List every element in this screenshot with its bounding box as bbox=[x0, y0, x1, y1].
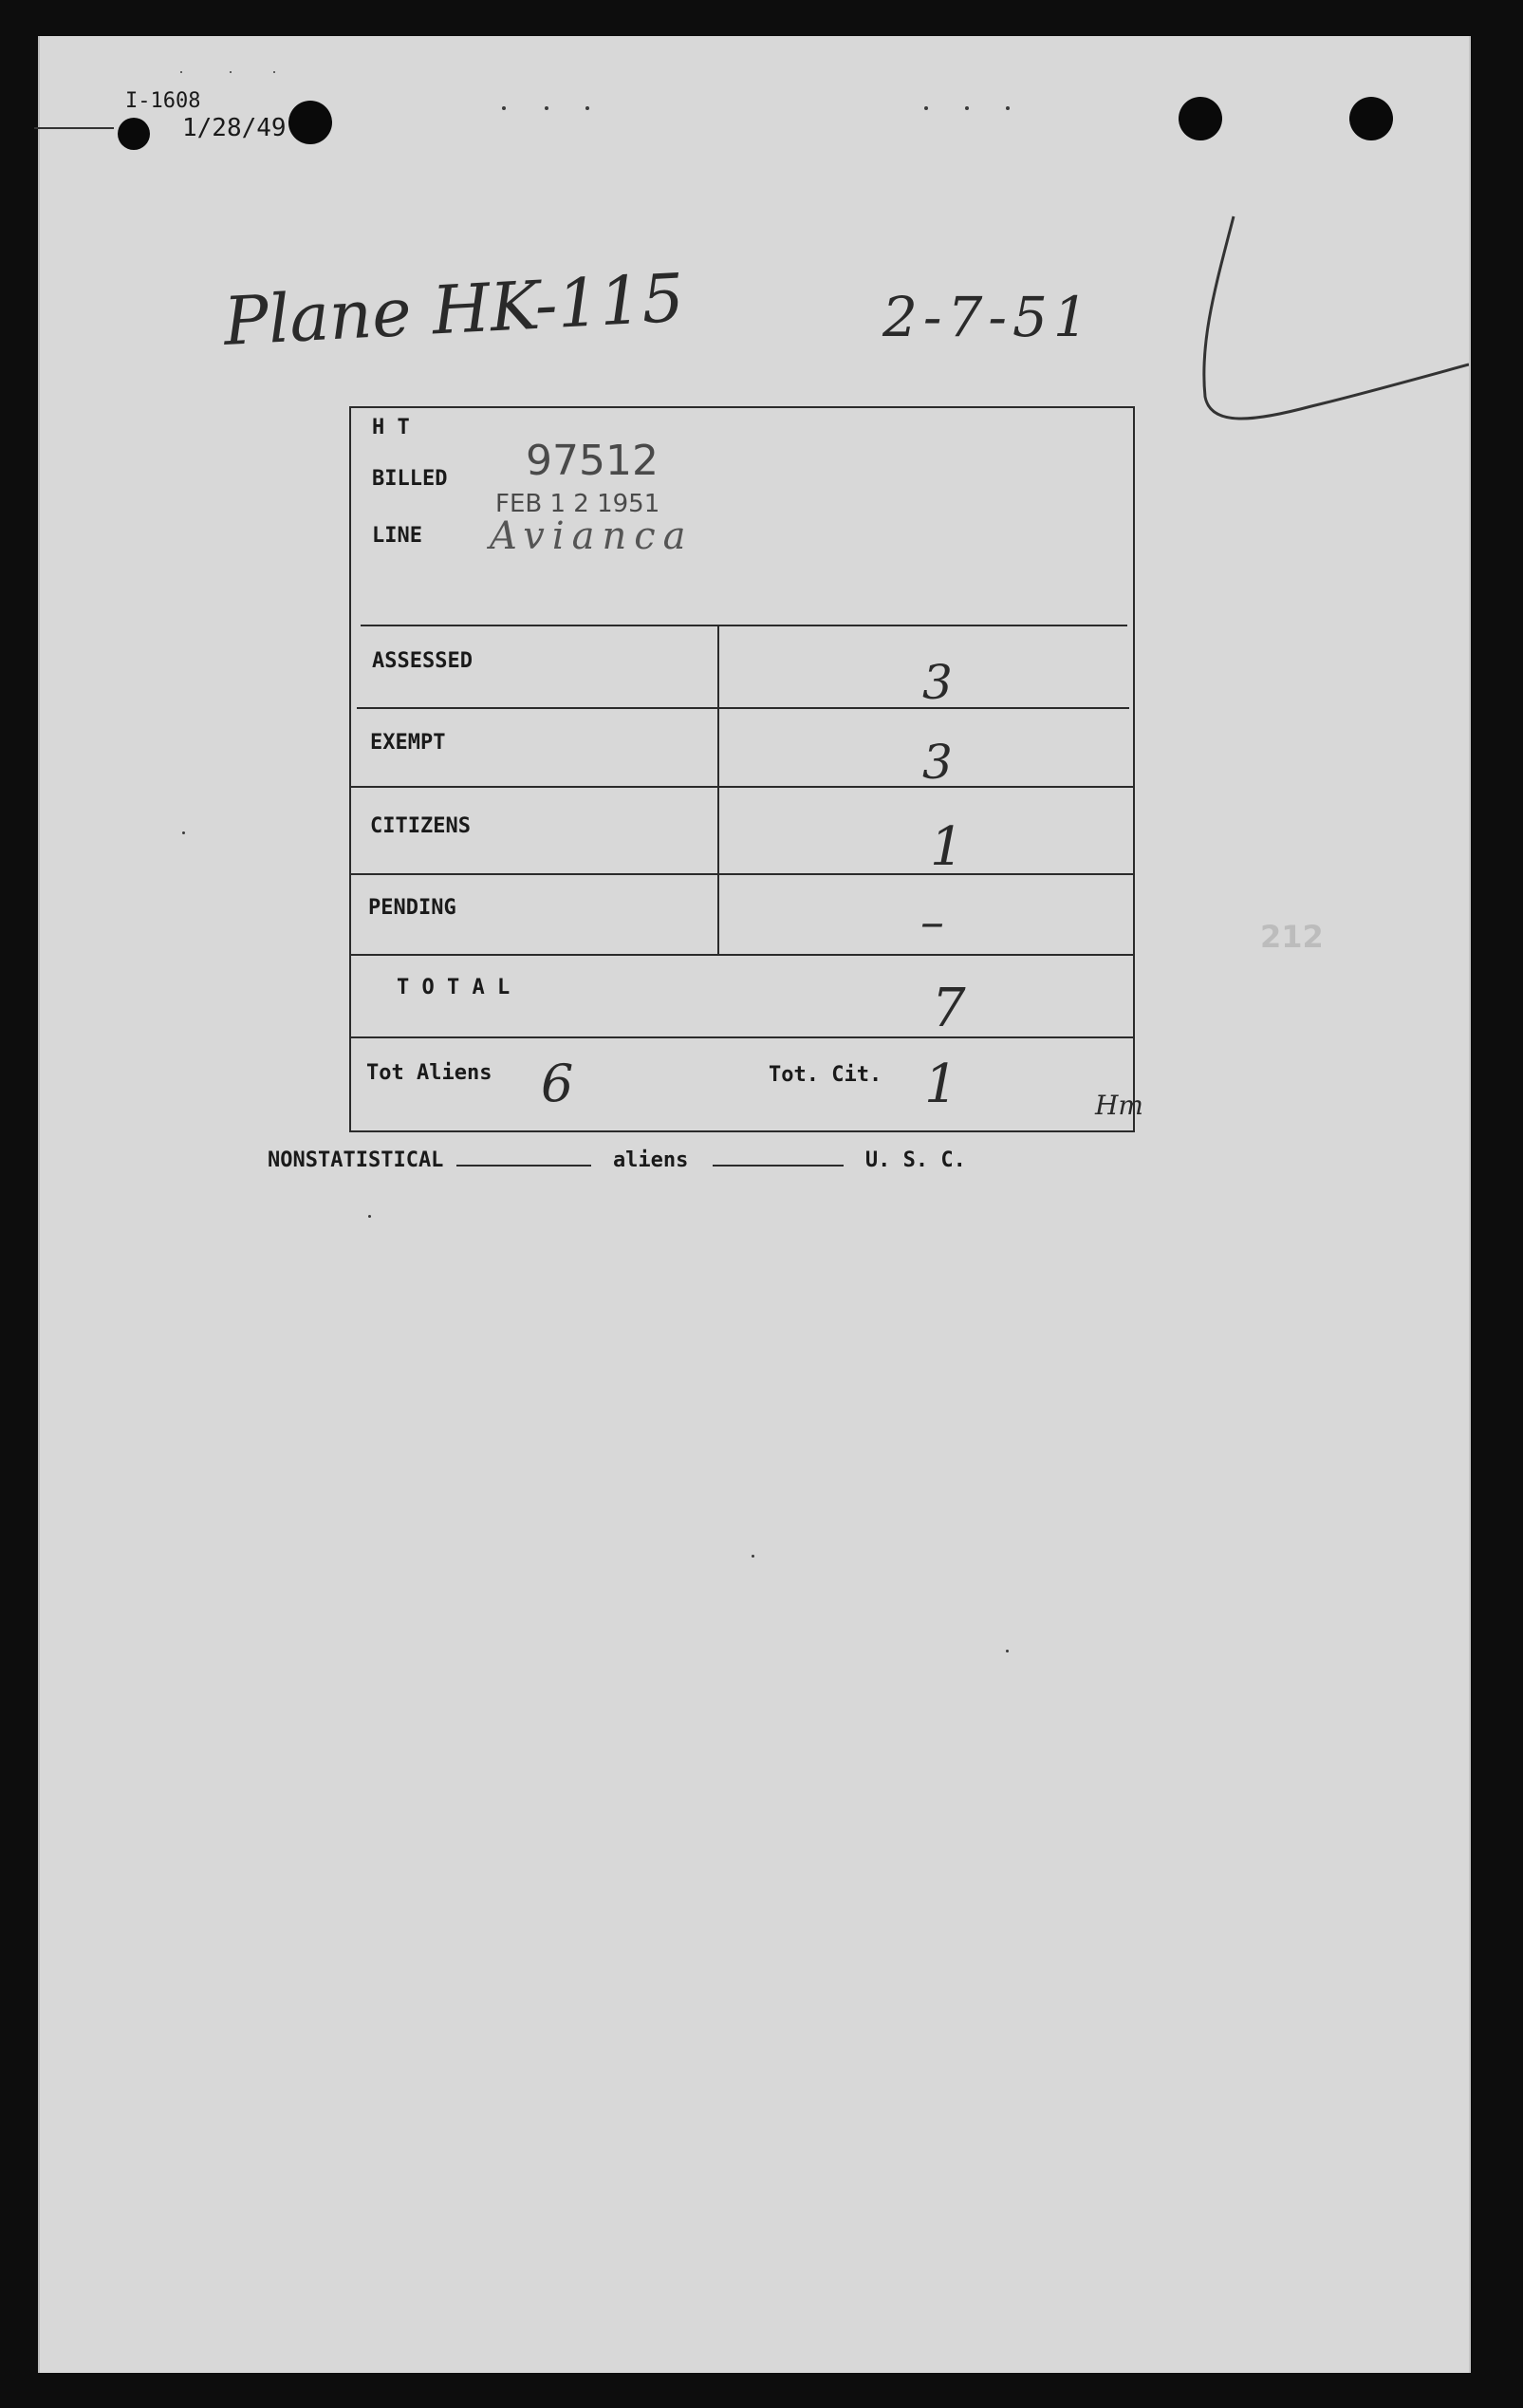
pending-label: PENDING bbox=[368, 896, 456, 920]
usc-blank bbox=[713, 1165, 844, 1167]
tot-cit-label: Tot. Cit. bbox=[769, 1063, 882, 1087]
dot-mark bbox=[924, 106, 928, 110]
assessed-label: ASSESSED bbox=[372, 649, 473, 673]
dot-mark bbox=[180, 71, 182, 73]
dot-mark bbox=[585, 106, 589, 110]
aliens-label: aliens bbox=[612, 1148, 689, 1172]
billing-stamp-date: FEB 1 2 1951 bbox=[495, 490, 660, 518]
form-date: 1/28/49 bbox=[182, 114, 287, 142]
rule bbox=[351, 1036, 1133, 1038]
tot-cit-value: 1 bbox=[924, 1054, 958, 1115]
punch-hole bbox=[1349, 97, 1393, 140]
dot-mark bbox=[502, 106, 506, 110]
line-value-handwritten: Avianca bbox=[490, 514, 694, 558]
dot-mark bbox=[545, 106, 548, 110]
date-handwritten: 2-7-51 bbox=[882, 285, 1094, 349]
plane-handwritten: Plane HK-115 bbox=[221, 258, 686, 361]
aliens-blank bbox=[456, 1165, 591, 1167]
margin-number: 212 bbox=[1260, 919, 1324, 955]
rule bbox=[361, 625, 1127, 626]
total-value: 7 bbox=[932, 978, 966, 1039]
rule bbox=[357, 707, 1129, 709]
usc-label: U. S. C. bbox=[864, 1148, 966, 1172]
pending-value: – bbox=[920, 894, 944, 949]
rule bbox=[351, 873, 1133, 875]
citizens-value: 1 bbox=[930, 816, 964, 878]
ht-label: H T bbox=[372, 416, 410, 439]
dot-mark bbox=[1006, 1650, 1009, 1652]
punch-hole bbox=[118, 118, 150, 150]
dot-mark bbox=[752, 1555, 754, 1558]
exempt-label: EXEMPT bbox=[370, 731, 446, 755]
nonstatistical-label: NONSTATISTICAL bbox=[268, 1148, 444, 1172]
billed-label: BILLED bbox=[372, 467, 448, 491]
citizens-label: CITIZENS bbox=[370, 814, 471, 838]
column-divider bbox=[717, 626, 719, 954]
form-table bbox=[349, 406, 1135, 1132]
dot-mark bbox=[1006, 106, 1010, 110]
dot-mark bbox=[368, 1215, 371, 1218]
paper-sheet bbox=[38, 36, 1471, 2373]
assessed-value: 3 bbox=[922, 655, 953, 710]
initials-handwritten: Hm bbox=[1095, 1090, 1143, 1121]
form-number: I-1608 bbox=[125, 89, 201, 113]
dot-mark bbox=[273, 71, 275, 73]
punch-hole bbox=[288, 101, 332, 144]
punch-hole bbox=[1179, 97, 1222, 140]
dot-mark bbox=[965, 106, 969, 110]
tot-aliens-label: Tot Aliens bbox=[366, 1061, 492, 1085]
dot-mark bbox=[230, 71, 232, 73]
rule bbox=[351, 786, 1133, 788]
line-label: LINE bbox=[372, 524, 422, 548]
exempt-value: 3 bbox=[922, 735, 953, 790]
tot-aliens-value: 6 bbox=[541, 1054, 574, 1113]
billing-stamp-number: 97512 bbox=[526, 437, 659, 485]
corner-stroke bbox=[1179, 178, 1469, 463]
total-label: T O T A L bbox=[397, 976, 511, 999]
dot-mark bbox=[182, 831, 185, 834]
nonstatistical-line bbox=[268, 1148, 966, 1172]
edge-stroke bbox=[34, 127, 114, 129]
rule bbox=[351, 954, 1133, 956]
